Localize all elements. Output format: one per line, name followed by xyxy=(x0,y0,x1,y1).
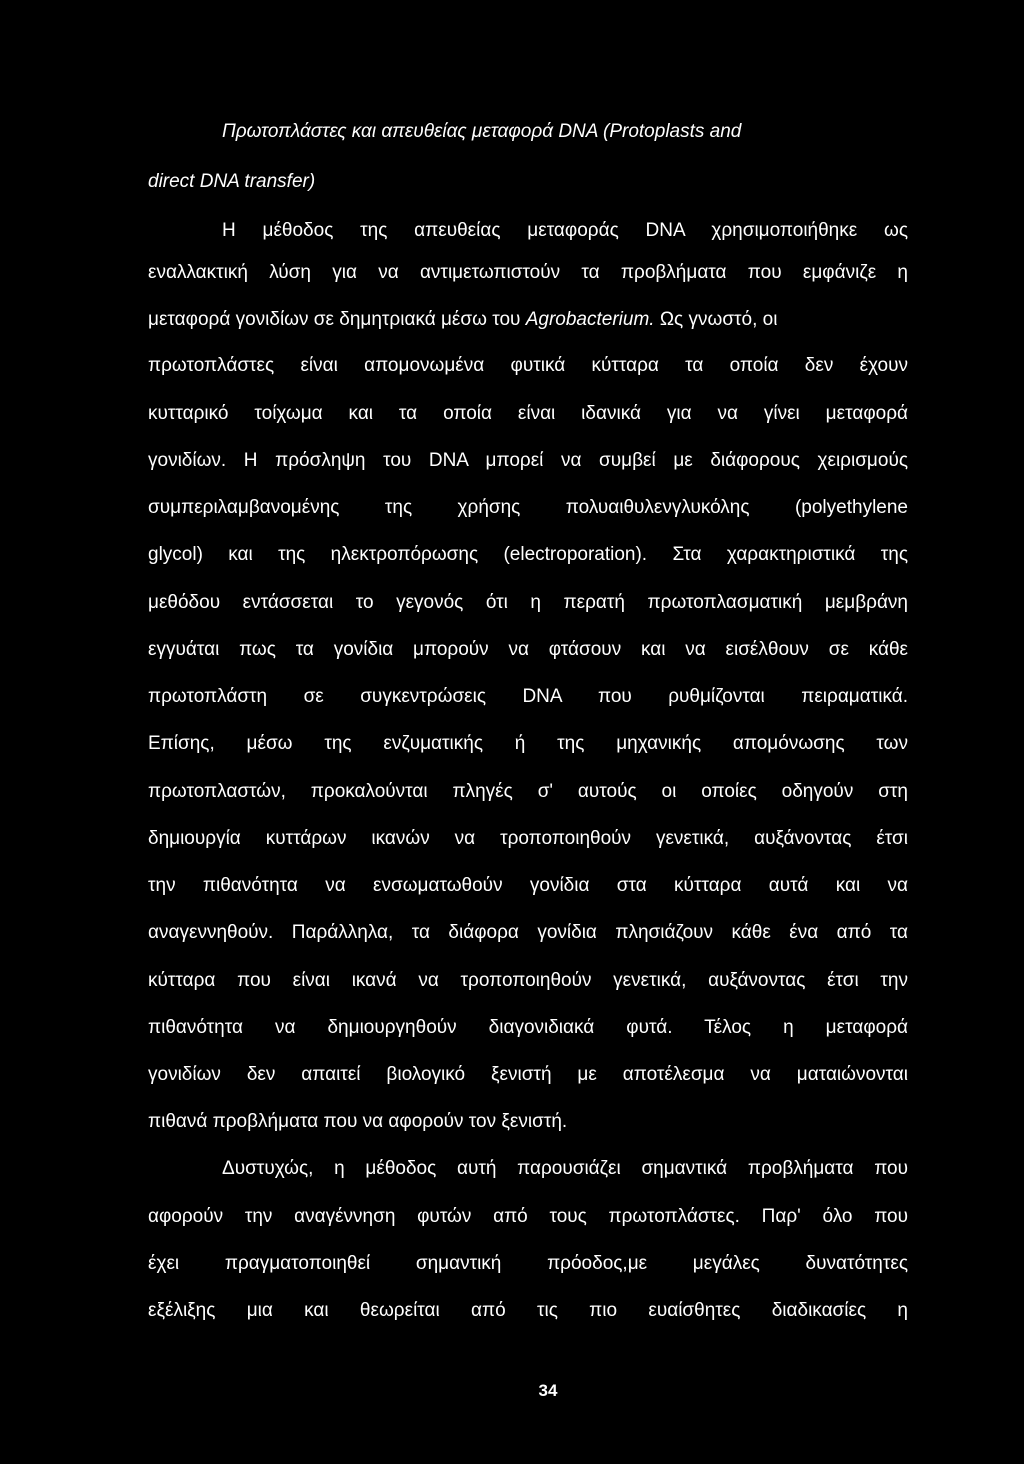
page-number: 34 xyxy=(538,1381,558,1400)
section-heading-line-1: Πρωτοπλάστες και απευθείας μεταφορά DNA (Protoplasts and xyxy=(222,121,742,142)
agrobacterium-term: Agrobacterium. xyxy=(525,309,655,330)
paragraph-1-line-tail: Ως γνωστό, οι xyxy=(654,309,778,330)
paragraph-1-line-text: μεταφορά γονιδίων σε δημητριακά μέσω του xyxy=(148,309,526,330)
paragraph-1-line: την πιθανότητα να ενσωματωθούν γονίδια στα κύτταρα αυτά και να xyxy=(148,875,908,896)
paragraph-1-line: Η μέθοδος της απευθείας μεταφοράς DNA χρησιμοποιήθηκε ως xyxy=(222,220,908,241)
paragraph-1-line: πρωτοπλαστών, προκαλούνται πληγές σ' αυτούς οι οποίες οδηγούν στη xyxy=(148,781,908,802)
paragraph-1-line: μεθόδου εντάσσεται το γεγονός ότι η περατή πρωτοπλασματική μεμβράνη xyxy=(148,592,908,613)
paragraph-1-line: δημιουργία κυττάρων ικανών να τροποποιηθούν γενετικά, αυξάνοντας έτσι xyxy=(148,828,908,849)
paragraph-1-line: κυτταρικό τοίχωμα και τα οποία είναι ιδανικά για να γίνει μεταφορά xyxy=(148,403,908,424)
paragraph-1-line: πιθανά προβλήματα που να αφορούν τον ξενιστή. xyxy=(148,1111,568,1132)
paragraph-2-line: Δυστυχώς, η μέθοδος αυτή παρουσιάζει σημαντικά προβλήματα που xyxy=(222,1158,908,1179)
paragraph-1-line: πρωτοπλάστη σε συγκεντρώσεις DNA που ρυθμίζονται πειραματικά. xyxy=(148,686,908,707)
paragraph-1-line: glycol) και της ηλεκτροπόρωσης (electroporation). Στα χαρακτηριστικά της xyxy=(148,544,908,565)
paragraph-2-line: έχει πραγματοποιηθεί σημαντική πρόοδος,με μεγάλες δυνατότητες xyxy=(148,1253,908,1274)
paragraph-1-line: γονιδίων. Η πρόσληψη του DNA μπορεί να συμβεί με διάφορους χειρισμούς xyxy=(148,450,908,471)
section-heading-line-2: direct DNA transfer) xyxy=(148,171,316,192)
paragraph-1-line: Επίσης, μέσω της ενζυματικής ή της μηχανικής απομόνωσης των xyxy=(148,733,908,754)
paragraph-2-line: αφορούν την αναγέννηση φυτών από τους πρωτοπλάστες. Παρ' όλο που xyxy=(148,1206,908,1227)
paragraph-1-line: εγγυάται πως τα γονίδια μπορούν να φτάσουν και να εισέλθουν σε κάθε xyxy=(148,639,908,660)
paragraph-1-line: συμπεριλαμβανομένης της χρήσης πολυαιθυλενγλυκόλης (polyethylene xyxy=(148,497,908,518)
paragraph-2-line: εξέλιξης μια και θεωρείται από τις πιο ευαίσθητες διαδικασίες η xyxy=(148,1300,908,1321)
paragraph-1-line: αναγεννηθούν. Παράλληλα, τα διάφορα γονίδια πλησιάζουν κάθε ένα από τα xyxy=(148,922,908,943)
paragraph-1-line: πιθανότητα να δημιουργηθούν διαγονιδιακά φυτά. Τέλος η μεταφορά xyxy=(148,1017,908,1038)
paragraph-1-line: κύτταρα που είναι ικανά να τροποποιηθούν γενετικά, αυξάνοντας έτσι την xyxy=(148,970,908,991)
paragraph-1-line-with-italic xyxy=(148,308,908,332)
paragraph-1-line: πρωτοπλάστες είναι απομονωμένα φυτικά κύτταρα τα οποία δεν έχουν xyxy=(148,355,908,376)
paragraph-1-line: εναλλακτική λύση για να αντιμετωπιστούν τα προβλήματα που εμφάνιζε η xyxy=(148,262,908,283)
paragraph-1-line: γονιδίων δεν απαιτεί βιολογικό ξενιστή με αποτέλεσμα να ματαιώνονται xyxy=(148,1064,908,1085)
